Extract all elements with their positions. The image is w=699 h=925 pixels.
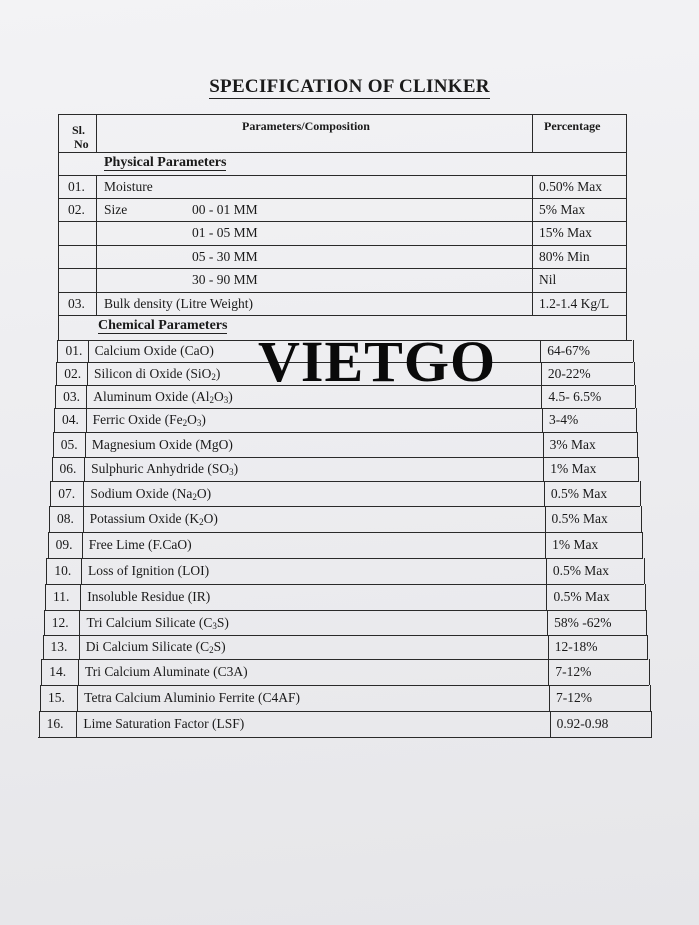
table-rule: [48, 532, 641, 533]
table-rule: [44, 610, 645, 611]
formula-text: LSF: [216, 716, 240, 731]
table-rule: [84, 457, 85, 481]
chemical-row-parameter-name: Calcium Oxide: [94, 343, 177, 358]
chemical-row-value: 64-67%: [547, 343, 591, 358]
table-rule: [58, 221, 626, 222]
table-rule: [56, 362, 57, 385]
chemical-row-parameter: Sulphuric Anhydride $(SO_3)$: [91, 461, 239, 477]
table-rule: [641, 506, 642, 532]
formula-text: CaO: [184, 343, 210, 358]
formula-subscript: 2: [199, 517, 204, 527]
table-rule: [549, 685, 550, 711]
document-title: [0, 76, 699, 98]
formula-text: C4AF: [262, 690, 296, 705]
table-rule: [53, 432, 54, 457]
chemical-row-parameter: Sodium Oxide $(Na_2O)$: [90, 486, 212, 502]
formula-text: F.CaO: [152, 537, 188, 552]
formula-text: S: [216, 615, 225, 630]
chemical-row-number: 08.: [56, 511, 74, 526]
physical-row-parameter: Bulk density (Litre Weight): [104, 296, 254, 311]
table-rule: [540, 340, 541, 362]
section-chemical-heading: [98, 318, 227, 334]
formula-subscript: 2: [209, 395, 215, 405]
table-rule: [43, 635, 44, 659]
table-rule: [76, 711, 77, 737]
table-rule: [77, 685, 78, 711]
table-rule: [640, 481, 641, 506]
table-rule: [545, 506, 546, 532]
table-rule: [532, 114, 533, 152]
chemical-row-parameter-name: Tri Calcium Silicate: [86, 615, 196, 630]
table-rule: [41, 659, 42, 685]
formula-subscript: 2: [209, 645, 214, 655]
table-rule: [80, 584, 81, 610]
table-rule: [548, 635, 549, 659]
chemical-row-parameter: Magnesium Oxide (MgO): [91, 437, 233, 452]
table-rule: [541, 385, 542, 408]
table-rule: [545, 532, 546, 558]
table-rule: [88, 340, 89, 362]
table-rule: [633, 340, 634, 362]
table-rule: [550, 711, 551, 737]
table-rule: [47, 558, 643, 559]
chemical-row-number: 12.: [51, 615, 69, 630]
section-chemical-heading-text: Chemical Parameters: [98, 318, 228, 333]
formula-text: S: [213, 639, 222, 654]
physical-row-number: 02.: [68, 202, 85, 217]
table-rule: [543, 457, 544, 481]
physical-row-size-range: 00 - 01 MM: [192, 202, 258, 217]
chemical-row-parameter-name: Potassium Oxide: [89, 511, 182, 526]
formula-subscript: 3: [212, 621, 217, 631]
table-rule: [58, 315, 59, 340]
formula-text: O: [196, 486, 207, 501]
chemical-row-parameter-name: Ferric Oxide: [92, 412, 162, 427]
chemical-row-number: 16.: [46, 716, 64, 731]
physical-row-value: 80% Min: [539, 249, 590, 264]
table-rule: [87, 362, 88, 385]
table-rule: [635, 385, 636, 408]
table-rule: [58, 152, 626, 153]
chemical-row-value: 0.92-0.98: [556, 716, 609, 731]
chemical-row-number: 05.: [60, 437, 78, 452]
table-rule: [40, 685, 41, 711]
chemical-row-number: 09.: [55, 537, 73, 552]
chemical-row-parameter-name: Aluminum Oxide: [93, 389, 189, 404]
table-rule: [39, 711, 40, 737]
section-physical-heading-text: Physical Parameters: [104, 155, 227, 170]
table-rule: [54, 408, 55, 432]
table-rule: [53, 432, 636, 433]
chemical-row-number: 13.: [50, 639, 68, 654]
table-rule: [58, 315, 626, 316]
table-rule: [96, 175, 97, 315]
chemical-row-value: 20-22%: [547, 366, 591, 381]
formula-text: O: [214, 389, 224, 404]
table-rule: [541, 362, 542, 385]
table-rule: [41, 685, 650, 686]
table-rule: [85, 432, 86, 457]
header-parameters: Parameters/Composition: [242, 119, 370, 133]
physical-row-value: 5% Max: [539, 202, 586, 217]
formula-text: K: [189, 511, 200, 526]
table-rule: [58, 114, 626, 115]
table-rule: [81, 558, 82, 584]
physical-row-number: 01.: [68, 179, 85, 194]
table-rule: [55, 408, 636, 409]
table-rule: [58, 198, 626, 199]
chemical-row-parameter: Aluminum Oxide $(Al_2O_3)$: [93, 389, 233, 405]
table-rule: [58, 245, 626, 246]
chemical-row-parameter: Potassium Oxide $(K_2O)$: [89, 511, 218, 527]
table-rule: [44, 610, 45, 635]
chemical-row-value: 12-18%: [554, 639, 598, 654]
formula-subscript: 3: [196, 418, 202, 428]
table-rule: [626, 114, 627, 315]
chemical-row-parameter: Calcium Oxide (CaO): [94, 343, 214, 358]
table-rule: [79, 635, 80, 659]
table-rule: [46, 558, 47, 584]
table-rule: [645, 584, 646, 610]
chemical-row-value: 58% -62%: [554, 615, 612, 630]
formula-subscript: 3: [229, 467, 234, 477]
table-rule: [50, 481, 51, 506]
chemical-row-parameter: Free Lime (F.CaO): [88, 537, 192, 552]
physical-row-parameter: Moisture: [104, 179, 153, 194]
physical-row-value: Nil: [539, 272, 557, 287]
table-rule: [58, 292, 626, 293]
table-rule: [78, 659, 79, 685]
formula-text: O: [187, 412, 197, 427]
table-rule: [650, 685, 651, 711]
table-rule: [86, 385, 87, 408]
table-rule: [46, 584, 645, 585]
table-rule: [55, 385, 56, 408]
table-rule: [543, 432, 544, 457]
table-rule: [38, 737, 652, 738]
formula-text: SO: [211, 461, 230, 476]
table-rule: [39, 711, 650, 712]
table-rule: [544, 481, 545, 506]
table-rule: [532, 175, 533, 315]
table-rule: [58, 114, 59, 315]
formula-text: C: [203, 615, 213, 630]
chemical-row-value: 0.5% Max: [550, 486, 608, 501]
chemical-row-parameter-name: Free Lime: [88, 537, 145, 552]
table-rule: [52, 457, 638, 458]
chemical-row-number: 11.: [53, 589, 70, 604]
chemical-row-parameter: Loss of Ignition (LOI): [88, 563, 210, 578]
table-rule: [50, 506, 641, 507]
table-rule: [51, 481, 639, 482]
chemical-row-parameter: Di Calcium Silicate $(C_2S)$: [85, 639, 226, 655]
table-rule: [86, 408, 87, 432]
formula-text: IR: [192, 589, 206, 604]
table-rule: [45, 584, 46, 610]
chemical-row-parameter-name: Di Calcium Silicate: [85, 639, 193, 654]
formula-text: Fe: [169, 412, 183, 427]
document-title-text: SPECIFICATION OF CLINKER: [209, 76, 490, 97]
chemical-row-parameter: Insoluble Residue (IR): [87, 589, 211, 604]
chemical-row-number: 06.: [59, 461, 77, 476]
formula-subscript: 2: [211, 372, 216, 382]
formula-text: LOI: [182, 563, 205, 578]
table-rule: [42, 659, 648, 660]
physical-row-value: 1.2-1.4 Kg/L: [539, 296, 610, 311]
physical-row-parameter: Size: [104, 202, 128, 217]
physical-row-number: 03.: [68, 296, 85, 311]
chemical-row-parameter: Tetra Calcium Aluminio Ferrite (C4AF): [84, 690, 300, 705]
table-rule: [626, 315, 627, 340]
chemical-row-number: 07.: [58, 486, 76, 501]
formula-text: MgO: [199, 437, 229, 452]
physical-row-size-range: 30 - 90 MM: [192, 272, 258, 287]
chemical-row-number: 15.: [47, 690, 65, 705]
chemical-row-number: 14.: [49, 664, 67, 679]
table-rule: [542, 408, 543, 432]
table-rule: [58, 268, 626, 269]
chemical-row-parameter-name: Magnesium Oxide: [91, 437, 192, 452]
chemical-row-number: 04.: [61, 412, 79, 427]
formula-text: C3A: [217, 664, 244, 679]
chemical-row-number: 03.: [63, 389, 81, 404]
table-rule: [649, 659, 650, 685]
table-rule: [49, 506, 50, 532]
table-rule: [547, 610, 548, 635]
chemical-row-parameter: Tri Calcium Aluminate (C3A): [84, 664, 248, 679]
chemical-row-parameter-name: Loss of Ignition: [88, 563, 175, 578]
chemical-row-parameter-name: Silicon di Oxide: [93, 366, 183, 381]
chemical-row-parameter-name: Lime Saturation Factor: [83, 716, 209, 731]
chemical-row-parameter-name: Tetra Calcium Aluminio Ferrite: [84, 690, 255, 705]
physical-row-size-range: 05 - 30 MM: [192, 249, 258, 264]
table-rule: [642, 532, 643, 558]
formula-text: SiO: [190, 366, 212, 381]
chemical-row-value: 7-12%: [556, 690, 593, 705]
table-rule: [96, 114, 97, 152]
table-rule: [634, 362, 635, 385]
table-rule: [57, 340, 58, 362]
table-rule: [43, 635, 647, 636]
physical-row-value: 0.50% Max: [539, 179, 602, 194]
chemical-row-parameter: Tri Calcium Silicate $(C_3S)$: [86, 615, 229, 631]
chemical-row-value: 1% Max: [550, 461, 597, 476]
table-rule: [83, 481, 84, 506]
watermark-logo: VIETGO: [258, 329, 497, 394]
chemical-row-parameter-name: Sodium Oxide: [90, 486, 169, 501]
chemical-row-parameter: Lime Saturation Factor (LSF): [83, 716, 245, 731]
chemical-row-parameter-name: Insoluble Residue: [87, 589, 185, 604]
formula-text: Al: [196, 389, 210, 404]
table-rule: [79, 610, 80, 635]
table-rule: [548, 659, 549, 685]
chemical-row-number: 01.: [65, 343, 83, 358]
table-rule: [52, 457, 53, 481]
chemical-row-value: 1% Max: [552, 537, 599, 552]
table-rule: [83, 506, 84, 532]
physical-row-size-range: 01 - 05 MM: [192, 225, 258, 240]
chemical-row-parameter: Silicon di Oxide (SiO$_2$): [93, 366, 221, 382]
header-sl: Sl.: [72, 123, 86, 137]
table-rule: [637, 432, 638, 457]
header-percentage: Percentage: [544, 119, 601, 133]
chemical-row-value: 0.5% Max: [551, 511, 608, 526]
chemical-row-number: 10.: [54, 563, 72, 578]
table-rule: [82, 532, 83, 558]
chemical-row-parameter-name: Tri Calcium Aluminate: [84, 664, 210, 679]
chemical-row-value: 3-4%: [549, 412, 579, 427]
formula-text: C: [200, 639, 210, 654]
chemical-row-value: 3% Max: [549, 437, 596, 452]
table-rule: [636, 408, 637, 432]
chemical-row-value: 0.5% Max: [553, 589, 610, 604]
header-no: No: [74, 137, 89, 151]
formula-text: Na: [176, 486, 193, 501]
chemical-row-value: 4.5- 6.5%: [548, 389, 602, 404]
table-rule: [546, 558, 547, 584]
table-rule: [58, 175, 626, 176]
section-physical-heading: [104, 155, 226, 171]
table-rule: [546, 584, 547, 610]
formula-text: O: [203, 511, 214, 526]
chemical-row-number: 02.: [64, 366, 82, 381]
chemical-row-value: 7-12%: [555, 664, 592, 679]
formula-subscript: 2: [182, 418, 188, 428]
table-rule: [651, 711, 652, 737]
chemical-row-parameter-name: Sulphuric Anhydride: [91, 461, 204, 476]
table-rule: [644, 558, 645, 584]
table-rule: [48, 532, 49, 558]
physical-row-value: 15% Max: [539, 225, 592, 240]
chemical-row-parameter: Ferric Oxide $(Fe_2O_3)$: [92, 412, 206, 428]
table-rule: [646, 610, 647, 635]
table-rule: [647, 635, 648, 659]
formula-subscript: 2: [192, 492, 197, 502]
chemical-row-value: 0.5% Max: [552, 563, 610, 578]
formula-subscript: 3: [223, 395, 229, 405]
table-rule: [638, 457, 639, 481]
